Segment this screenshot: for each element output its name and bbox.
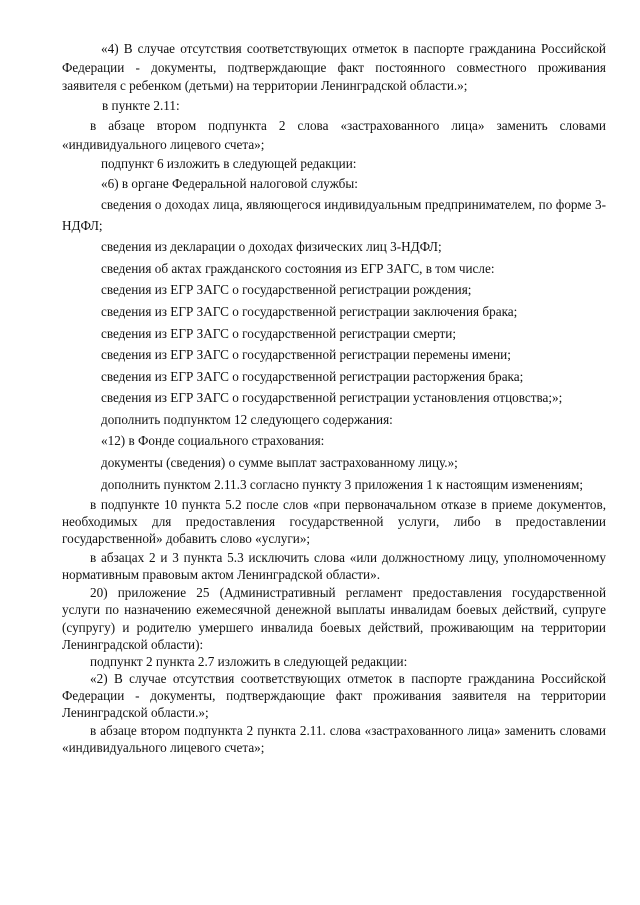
paragraph-20: в абзацах 2 и 3 пункта 5.3 исключить слова «или должностному лицу, уполномоченному нормативным правовым актом Ленинградской области». — [62, 549, 606, 582]
paragraph-11: сведения из ЕГР ЗАГС о государственной регистрации смерти; — [101, 325, 457, 341]
paragraph-10: сведения из ЕГР ЗАГС о государственной регистрации заключения брака; — [101, 303, 518, 319]
paragraph-19: в подпункте 10 пункта 5.2 после слов «при первоначальном отказе в приеме документов, необходимых для предоставления государственной услуги, либо в предоставлении государственной» добавить слово «услуги»; — [62, 497, 606, 547]
paragraph-12: сведения из ЕГР ЗАГС о государственной регистрации перемены имени; — [101, 347, 511, 363]
paragraph-15: дополнить подпунктом 12 следующего содержания: — [101, 411, 393, 427]
paragraph-14: сведения из ЕГР ЗАГС о государственной регистрации установления отцовства;»; — [101, 390, 563, 406]
paragraph-9: сведения из ЕГР ЗАГС о государственной регистрации рождения; — [101, 282, 472, 298]
paragraph-4: подпункт 6 изложить в следующей редакции: — [101, 156, 357, 172]
paragraph-17: документы (сведения) о сумме выплат застрахованному лицу.»; — [101, 455, 458, 471]
paragraph-7: сведения из декларации о доходах физических лиц 3-НДФЛ; — [101, 239, 442, 255]
paragraph-18: дополнить пунктом 2.11.3 согласно пункту 3 приложения 1 к настоящим изменениям; — [101, 476, 583, 492]
paragraph-5: «6) в органе Федеральной налоговой службы: — [101, 176, 358, 192]
document-page — [62, 40, 606, 757]
paragraph-13: сведения из ЕГР ЗАГС о государственной регистрации расторжения брака; — [101, 368, 524, 384]
paragraph-1: «4) В случае отсутствия соответствующих отметок в паспорте гражданина Российской Федерации - документы, подтверждающие факт постоянного совместного проживания заявителя с ребенком (детьми) на территории Ленинградской области.»; — [62, 41, 606, 94]
paragraph-21: 20) приложение 25 (Административный регламент предоставления государственной услуги по назначению ежемесячной денежной выплаты инвалидам боевых действий, супруге (супругу) и родителю умершего инвалида боевых действий, проживающим на территории Ленинградской области): — [62, 585, 606, 652]
paragraph-2: в пункте 2.11: — [102, 98, 180, 114]
paragraph-3: в абзаце втором подпункта 2 слова «застрахованного лица» заменить словами «индивидуального лицевого счета»; — [62, 117, 606, 152]
paragraph-16: «12) в Фонде социального страхования: — [101, 433, 325, 449]
paragraph-24: в абзаце втором подпункта 2 пункта 2.11. слова «застрахованного лица» заменить словами «индивидуального лицевого счета»; — [62, 723, 606, 756]
paragraph-8: сведения об актах гражданского состояния из ЕГР ЗАГС, в том числе: — [101, 260, 495, 276]
paragraph-6: сведения о доходах лица, являющегося индивидуальным предпринимателем, по форме 3-НДФЛ; — [62, 197, 606, 233]
paragraph-23: «2) В случае отсутствия соответствующих отметок в паспорте гражданина Российской Федерации - документы, подтверждающие факт проживания заявителя на территории Ленинградской области.»; — [62, 670, 606, 720]
paragraph-22: подпункт 2 пункта 2.7 изложить в следующей редакции: — [90, 653, 408, 669]
